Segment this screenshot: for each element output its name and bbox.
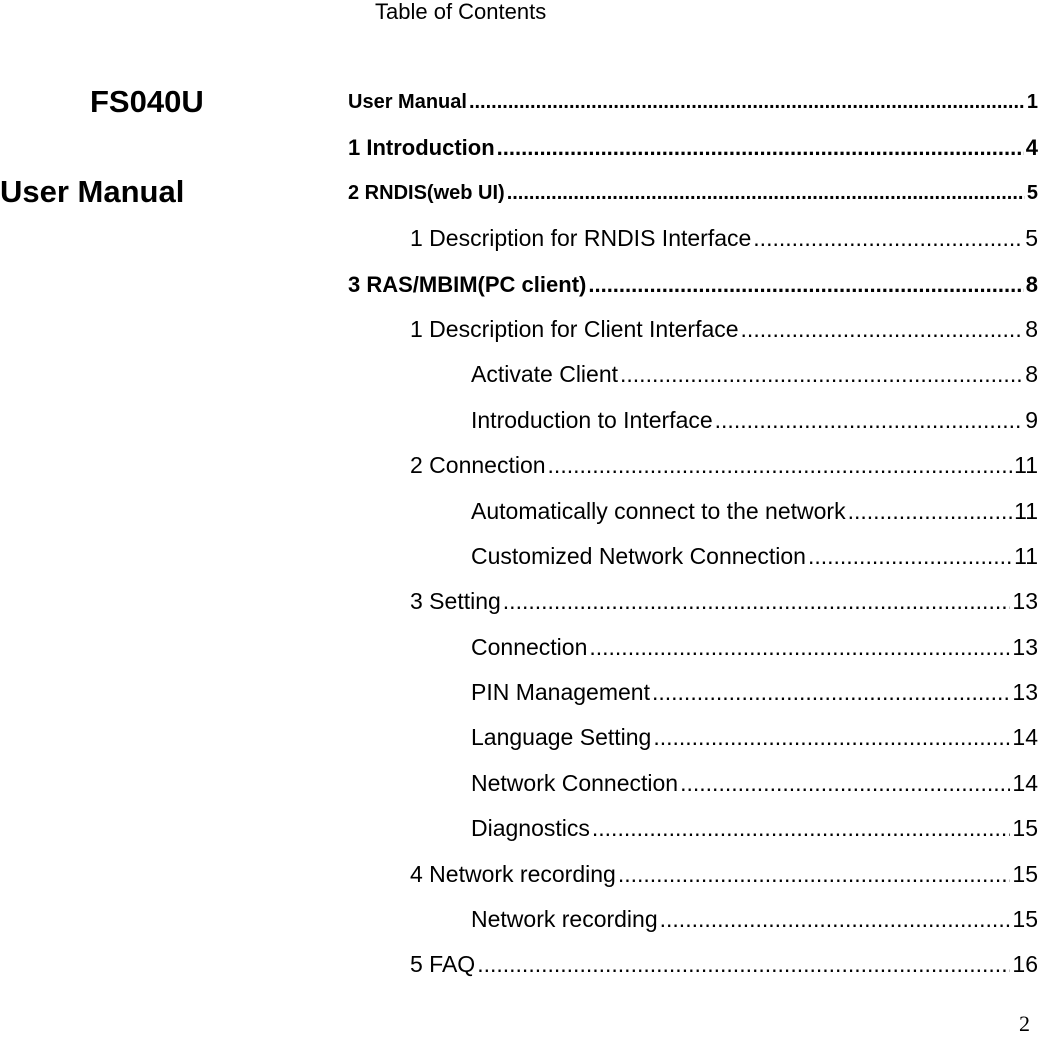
toc-entry-label: 3 Setting [410, 588, 501, 615]
toc-entry-label: Network recording [471, 906, 658, 933]
toc-entry-label: 5 FAQ [410, 951, 476, 978]
toc-dot-leader [589, 625, 1010, 670]
toc-entry-page: 16 [1012, 951, 1038, 978]
toc-entry-page: 13 [1012, 633, 1038, 660]
toc-dot-leader [497, 125, 1024, 170]
document-type: User Manual [0, 174, 185, 209]
toc-entry-page: 5 [1026, 181, 1038, 204]
toc-entry-label: Diagnostics [471, 815, 590, 842]
toc-entry-diagnostics[interactable] [348, 806, 1038, 851]
toc-dot-leader [618, 852, 1011, 897]
toc-entry-rndis-description[interactable] [348, 216, 1038, 261]
toc-dot-leader [680, 761, 1010, 806]
toc-entry-pin-management[interactable] [348, 670, 1038, 715]
toc-entry-page: 11 [1014, 497, 1038, 524]
toc-entry-customized-connection[interactable] [348, 534, 1038, 579]
toc-dot-leader [503, 579, 1011, 624]
toc-entry-client-description[interactable] [348, 307, 1038, 352]
toc-entry-label: Language Setting [471, 724, 652, 751]
toc-entry-user-manual[interactable] [348, 80, 1038, 125]
toc-dot-leader [592, 806, 1011, 851]
toc-dot-leader [808, 534, 1012, 579]
toc-dot-leader [652, 670, 1010, 715]
toc-entry-label: Connection [471, 633, 588, 660]
toc-entry-page: 13 [1012, 679, 1038, 706]
toc-entry-label: 4 Network recording [410, 860, 616, 887]
toc-entry-page: 1 [1026, 91, 1038, 113]
toc-entry-label: 1 Description for RNDIS Interface [410, 225, 752, 252]
toc-entry-label: 3 RAS/MBIM(PC client) [348, 271, 587, 297]
toc-entry-page: 15 [1012, 906, 1038, 933]
toc-entry-page: 11 [1014, 452, 1038, 479]
toc-entry-page: 13 [1012, 588, 1038, 615]
toc-entry-page: 5 [1025, 225, 1038, 252]
page-header-title: Table of Contents [375, 0, 547, 24]
toc-entry-label: 2 Connection [410, 452, 546, 479]
toc-entry-ras-mbim[interactable] [348, 262, 1038, 307]
toc-dot-leader [660, 897, 1011, 942]
toc-entry-page: 14 [1012, 769, 1038, 796]
toc-entry-label: Automatically connect to the network [471, 497, 846, 524]
toc-entry-page: 9 [1025, 406, 1038, 433]
toc-entry-page: 8 [1025, 361, 1038, 388]
toc-entry-label: 1 Introduction [348, 135, 495, 161]
toc-entry-label: User Manual [348, 91, 467, 113]
toc-dot-leader [715, 398, 1024, 443]
page-number: 2 [1019, 1011, 1030, 1036]
toc-entry-page: 8 [1025, 315, 1038, 342]
toc-entry-activate-client[interactable] [348, 352, 1038, 397]
toc-entry-language-setting[interactable] [348, 715, 1038, 760]
toc-dot-leader [507, 171, 1025, 216]
toc-dot-leader [477, 942, 1010, 987]
toc-dot-leader [653, 715, 1010, 760]
toc-entry-page: 15 [1012, 815, 1038, 842]
toc-dot-leader [469, 80, 1025, 125]
toc-entry-page: 14 [1012, 724, 1038, 751]
toc-entry-network-recording-section[interactable] [348, 852, 1038, 897]
product-name: FS040U [90, 84, 204, 119]
table-of-contents [348, 80, 1038, 988]
toc-entry-page: 11 [1014, 542, 1038, 569]
toc-entry-rndis[interactable] [348, 171, 1038, 216]
toc-dot-leader [588, 262, 1023, 307]
toc-entry-network-recording[interactable] [348, 897, 1038, 942]
toc-entry-label: PIN Management [471, 679, 650, 706]
toc-dot-leader [741, 307, 1024, 352]
toc-entry-page: 8 [1025, 271, 1038, 297]
toc-entry-introduction-to-interface[interactable] [348, 398, 1038, 443]
toc-entry-page: 4 [1025, 135, 1038, 161]
toc-entry-setting[interactable] [348, 579, 1038, 624]
toc-entry-network-connection[interactable] [348, 761, 1038, 806]
toc-entry-label: Network Connection [471, 769, 679, 796]
toc-entry-introduction[interactable] [348, 125, 1038, 170]
toc-entry-label: Customized Network Connection [471, 542, 806, 569]
toc-entry-label: Activate Client [471, 361, 619, 388]
toc-entry-faq[interactable] [348, 942, 1038, 987]
toc-dot-leader [848, 489, 1013, 534]
toc-entry-connection-section[interactable] [348, 443, 1038, 488]
toc-entry-setting-connection[interactable] [348, 625, 1038, 670]
toc-entry-label: 2 RNDIS(web UI) [348, 181, 505, 204]
toc-entry-label: Introduction to Interface [471, 406, 713, 433]
toc-dot-leader [620, 352, 1023, 397]
toc-dot-leader [753, 216, 1023, 261]
toc-entry-auto-connect[interactable] [348, 489, 1038, 534]
toc-dot-leader [548, 443, 1013, 488]
toc-entry-page: 15 [1012, 860, 1038, 887]
toc-entry-label: 1 Description for Client Interface [410, 315, 739, 342]
